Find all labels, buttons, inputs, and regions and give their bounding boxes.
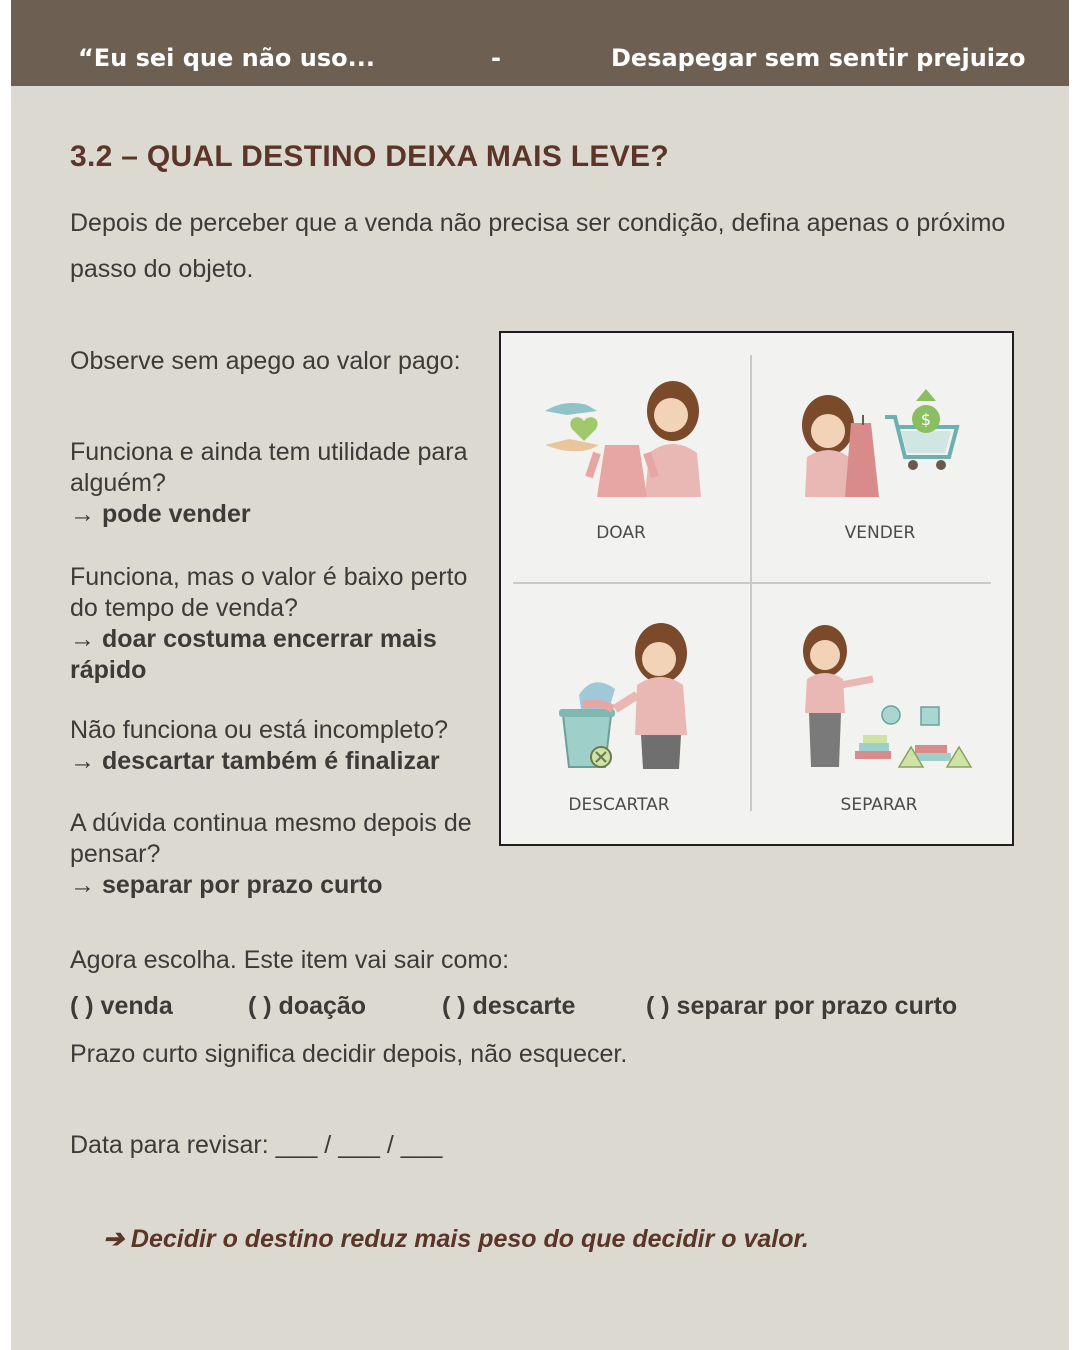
discard-icon <box>559 623 687 769</box>
illustration-grid <box>501 333 1012 844</box>
label-vender: VENDER <box>844 523 916 543</box>
header-chapter-title: Desapegar sem sentir prejuizo <box>611 44 1026 72</box>
question-text: Não funciona ou está incompleto? <box>70 716 449 744</box>
header-separator: - <box>491 44 501 72</box>
option-separar[interactable]: ( ) separar por prazo curto <box>646 992 958 1020</box>
question-answer: → pode vender <box>70 500 251 528</box>
sell-icon <box>802 389 957 497</box>
review-date-field[interactable]: Data para revisar: ___ / ___ / ___ <box>70 1131 443 1159</box>
question-answer: → descartar também é finalizar <box>70 747 440 775</box>
label-descartar: DESCARTAR <box>568 795 670 815</box>
section-title: 3.2 – QUAL DESTINO DEIXA MAIS LEVE? <box>70 140 669 173</box>
label-separar: SEPARAR <box>840 795 918 815</box>
question-answer: → separar por prazo curto <box>70 871 383 899</box>
question-block <box>70 808 490 901</box>
page-header <box>11 0 1069 86</box>
page <box>11 0 1069 1350</box>
header-book-title: “Eu sei que não uso... <box>78 44 375 72</box>
question-block <box>70 437 490 530</box>
svg-text:$: $ <box>920 410 932 429</box>
observe-instruction: Observe sem apego ao valor pago: <box>70 347 461 375</box>
label-doar: DOAR <box>596 523 646 543</box>
question-block <box>70 715 490 777</box>
short-term-note: Prazo curto significa decidir depois, não esquecer. <box>70 1040 628 1068</box>
choose-prompt: Agora escolha. Este item vai sair como: <box>70 946 510 974</box>
question-answer: → doar costuma encerrar mais rápido <box>70 625 437 684</box>
question-block <box>70 562 490 686</box>
option-venda[interactable]: ( ) venda <box>70 992 173 1020</box>
separate-icon <box>803 625 971 767</box>
question-text: A dúvida continua mesmo depois de pensar? <box>70 809 472 868</box>
closing-statement: ➔ Decidir o destino reduz mais peso do que decidir o valor. <box>103 1225 809 1253</box>
question-text: Funciona e ainda tem utilidade para alguém? <box>70 438 468 497</box>
option-doacao[interactable]: ( ) doação <box>248 992 367 1020</box>
question-text: Funciona, mas o valor é baixo perto do tempo de venda? <box>70 563 468 622</box>
destination-illustration <box>499 331 1014 846</box>
donate-icon <box>545 381 701 497</box>
intro-paragraph: Depois de perceber que a venda não precisa ser condição, defina apenas o próximo passo do objeto. <box>70 209 1006 283</box>
option-descarte[interactable]: ( ) descarte <box>442 992 576 1020</box>
